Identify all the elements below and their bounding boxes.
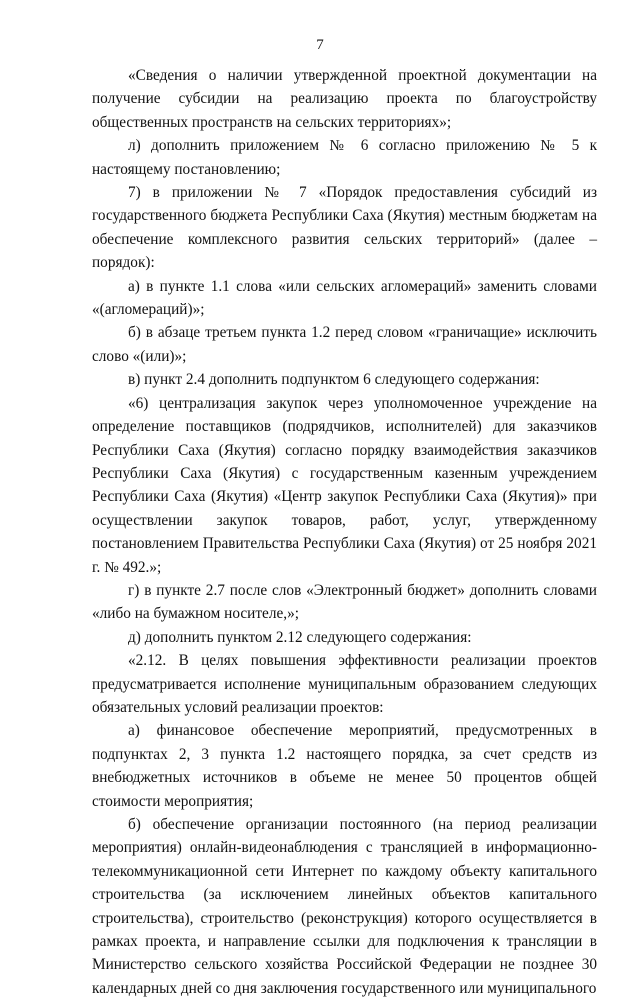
paragraph-subitem-6: «6) централизация закупок через уполномоченное учреждение на определение поставщиков (подрядчиков, исполнителей) для заказчиков Республики Саха (Якутия) согласно порядку взаимодействия заказчиков Республики Саха (Якутия) с государственным казенным учреждением Республики Саха (Якутия) «Центр закупок Республики Саха (Якутия)» при осуществлении закупок товаров, работ, услуг, утвержденному постановлением Правительства Республики Саха (Якутия) от 25 ноября 2021 г. № 492.»; <box>92 394 597 576</box>
paragraph-item-b: б) в абзаце третьем пункта 1.2 перед словом «граничащие» исключить слово «(или)»; <box>92 324 597 365</box>
paragraph-condition-a: а) финансовое обеспечение мероприятий, предусмотренных в подпунктах 2, 3 пункта 1.2 настоящего порядка, за счет средств из внебюджетных источников в объеме не менее 50 процентов общей стоимости мероприятия; <box>92 722 597 810</box>
paragraph-item-7: 7) в приложении № 7 «Порядок предоставления субсидий из государственного бюджета Республики Саха (Якутия) местным бюджетам на обеспечение комплексного развития сельских территорий» (далее – порядок): <box>92 184 597 272</box>
paragraph-item-v: в) пункт 2.4 дополнить подпунктом 6 следующего содержания: <box>128 371 540 389</box>
paragraph-item-l: л) дополнить приложением № 6 согласно приложению № 5 к настоящему постановлению; <box>92 137 597 178</box>
document-body <box>92 64 597 1000</box>
paragraph-condition-b: б) обеспечение организации постоянного (на период реализации мероприятия) онлайн-видеонаблюдения с трансляцией в информационно-телекоммуникационной сети Интернет по каждому объекту капитального строительства (за исключением линейных объектов капитального строительства), строительство (реконструкция) которого осуществляется в рамках проекта, и направление ссылки для подключения к трансляции в Министерство сельского хозяйства Российской Федерации не позднее 30 календарных дней со дня заключения государственного или муниципального <box>92 816 597 997</box>
paragraph-item-g: г) в пункте 2.7 после слов «Электронный бюджет» дополнить словами «либо на бумажном носителе,»; <box>92 581 597 623</box>
paragraph-item-a: а) в пункте 1.1 слова «или сельских агломераций» заменить словами «(агломераций)»; <box>92 277 597 319</box>
paragraph-info-title: «Сведения о наличии утвержденной проектной документации на получение субсидии на реализацию проекта по благоустройству общественных пространств на сельских территориях»; <box>92 67 597 131</box>
page-number: 7 <box>316 37 324 53</box>
paragraph-clause-2-12: «2.12. В целях повышения эффективности реализации проектов предусматривается исполнение муниципальным образованием следующих обязательных условий реализации проектов: <box>92 652 597 716</box>
paragraph-item-d: д) дополнить пунктом 2.12 следующего содержания: <box>128 628 472 646</box>
